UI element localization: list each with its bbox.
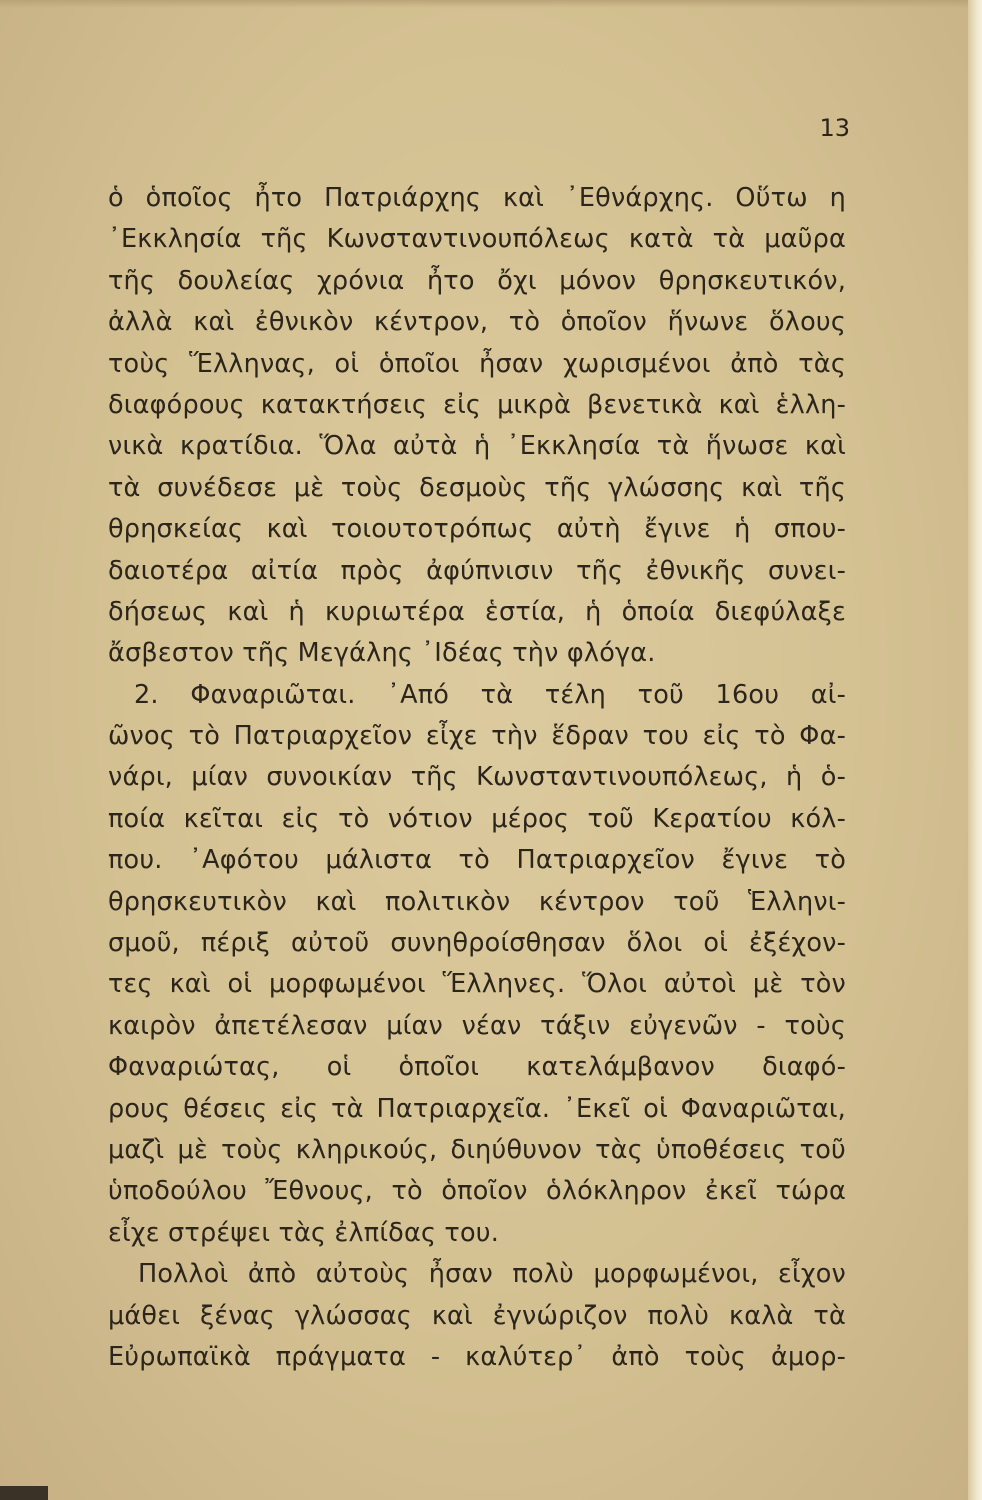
text-line: ὑποδούλου Ἔθνους, τὸ ὁποῖον ὁλόκληρον ἐκεῖ τώρα — [108, 1176, 846, 1207]
scan-corner-mark — [0, 1486, 48, 1500]
text-line: ῶνος τὸ Πατριαρχεῖον εἶχε τὴν ἕδραν του εἰς τὸ Φα- — [108, 721, 846, 752]
text-line: καιρὸν ἀπετέλεσαν μίαν νέαν τάξιν εὐγενῶν - τοὺς — [108, 1010, 846, 1041]
section-heading-line: 2. Φαναριῶται. ᾿Από τὰ τέλη τοῦ 16ου αἰ- — [134, 679, 846, 710]
text-line: μάθει ξένας γλώσσας καὶ ἐγνώριζον πολὺ καλὰ τὰ — [108, 1300, 846, 1331]
text-line: ποία κεῖται εἰς τὸ νότιον μέρος τοῦ Κερατίου κόλ- — [108, 803, 846, 834]
text-line: τες καὶ οἱ μορφωμένοι Ἕλληνες. Ὅλοι αὐτοὶ μὲ τὸν — [108, 969, 846, 1000]
text-line: μαζὶ μὲ τοὺς κληρικούς, διηύθυνον τὰς ὑποθέσεις τοῦ — [108, 1134, 846, 1165]
text-line: ρους θέσεις εἰς τὰ Πατριαρχεῖα. ᾿Εκεῖ οἱ Φαναριῶται, — [108, 1093, 846, 1124]
text-line: ἀλλὰ καὶ ἐθνικὸν κέντρον, τὸ ὁποῖον ἥνωνε ὅλους — [108, 307, 846, 338]
text-line: που. ᾿Αφότου μάλιστα τὸ Πατριαρχεῖον ἔγινε τὸ — [108, 845, 846, 876]
text-line: ᾿Εκκλησία τῆς Κωνσταντινουπόλεως κατὰ τὰ μαῦρα — [108, 224, 846, 255]
text-line: δήσεως καὶ ἡ κυριωτέρα ἑστία, ἡ ὁποία διεφύλαξε — [108, 596, 846, 627]
text-line: θρησκευτικὸν καὶ πολιτικὸν κέντρον τοῦ Ἑλληνι- — [108, 886, 846, 917]
text-line: Φαναριώτας, οἱ ὁποῖοι κατελάμβανον διαφό- — [108, 1052, 846, 1083]
text-line: ὁ ὁποῖος ἦτο Πατριάρχης καὶ ᾿Εθνάρχης. Οὕτω η — [108, 183, 846, 213]
text-line: ἄσβεστον τῆς Μεγάλης ᾿Ιδέας τὴν φλόγα. — [108, 638, 656, 669]
page-number: 13 — [819, 114, 850, 142]
text-line: σμοῦ, πέριξ αὐτοῦ συνηθροίσθησαν ὅλοι οἱ ἐξέχον- — [108, 928, 846, 959]
text-line: νικὰ κρατίδια. Ὅλα αὐτὰ ἡ ᾿Εκκλησία τὰ ἥνωσε καὶ — [108, 431, 846, 462]
text-line: δαιοτέρα αἰτία πρὸς ἀφύπνισιν τῆς ἐθνικῆς συνει- — [108, 555, 846, 586]
text-line: θρησκείας καὶ τοιουτοτρόπως αὐτὴ ἔγινε ἡ σπου- — [108, 514, 846, 545]
body-text — [108, 178, 846, 1378]
text-line: νάρι, μίαν συνοικίαν τῆς Κωνσταντινουπόλεως, ἡ ὁ- — [108, 762, 846, 793]
text-line: τοὺς Ἕλληνας, οἱ ὁποῖοι ἦσαν χωρισμένοι ἀπὸ τὰς — [108, 348, 846, 379]
text-line: τῆς δουλείας χρόνια ἦτο ὄχι μόνον θρησκευτικόν, — [108, 265, 846, 296]
text-line: Εὐρωπαϊκὰ πράγματα - καλύτερ᾿ ἀπὸ τοὺς ἀμορ- — [108, 1341, 846, 1372]
text-line: διαφόρους κατακτήσεις εἰς μικρὰ βενετικὰ καὶ ἑλλη- — [108, 389, 846, 420]
page-right-edge — [968, 0, 982, 1500]
text-line: τὰ συνέδεσε μὲ τοὺς δεσμοὺς τῆς γλώσσης καὶ τῆς — [108, 472, 846, 503]
text-line: εἶχε στρέψει τὰς ἐλπίδας του. — [108, 1217, 500, 1248]
page-top-shadow — [0, 0, 982, 8]
paragraph-start-line: Πολλοὶ ἀπὸ αὐτοὺς ἦσαν πολὺ μορφωμένοι, εἶχον — [138, 1259, 846, 1290]
